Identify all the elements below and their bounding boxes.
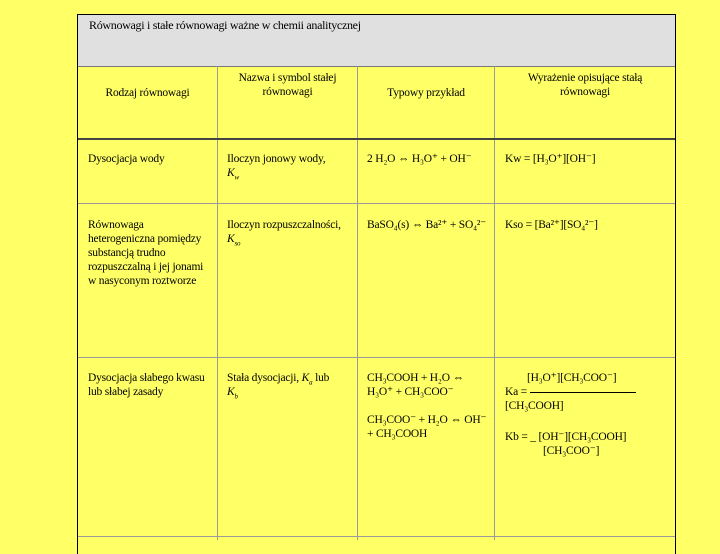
row3-example-base: CH₃COO⁻ + H₂O ⇔ OH⁻ + CH₃COOH xyxy=(367,414,487,440)
row2-name: Iloczyn rozpuszczalności, $K_{so}$ xyxy=(227,219,341,248)
row2-expression: Kso = [Ba²⁺][SO₄²⁻] xyxy=(505,219,598,231)
col-header-rodzaj: Rodzaj równowagi xyxy=(105,87,190,99)
row3-expression-ka: [H₃O⁺][CH₃COO⁻] Ka = [CH₃COOH] xyxy=(505,371,671,413)
row-divider-2 xyxy=(78,357,675,358)
table-title: Równowagi i stałe równowagi ważne w chemii analitycznej xyxy=(89,18,361,32)
col-header-nazwa: Nazwa i symbol stałej równowagi xyxy=(238,72,337,98)
fraction-bar-ka xyxy=(530,392,636,393)
row-divider-3 xyxy=(78,536,675,537)
row2-type: Równowaga heterogeniczna pomiędzy substancją trudno rozpuszczalną i jej jonami w nasyconym roztworze xyxy=(88,219,204,287)
row3-name: Stała dysocjacji, $K_a$ lub $K_b$ xyxy=(227,372,330,401)
row-divider-1 xyxy=(78,203,675,204)
row1-example: 2 H₂O ⇔ H₃O⁺ + OH⁻ xyxy=(367,153,472,165)
row1-expression: Kw = [H₃O⁺][OH⁻] xyxy=(505,153,596,165)
row2-example: BaSO₄(s) ⇔ Ba²⁺ + SO₄²⁻ xyxy=(367,219,487,231)
row3-type: Dysocjacja słabego kwasu lub słabej zasady xyxy=(88,372,205,398)
row3-example-acid: CH₃COOH + H₂O ⇔ H₃O⁺ + CH₃COO⁻ xyxy=(367,372,464,398)
header-row-divider xyxy=(78,138,675,140)
col-header-przyklad: Typowy przykład xyxy=(387,87,465,99)
row3-expression-kb: Kb = _ [OH⁻][CH₃COOH] [CH₃COO⁻] xyxy=(505,431,627,457)
row1-type: Dysocjacja wody xyxy=(88,153,165,165)
col-header-wyrazenie: Wyrażenie opisujące stałą równowagi xyxy=(527,72,643,98)
row1-name: Iloczyn jonowy wody, $K_w$ xyxy=(227,153,326,182)
table-header-bar xyxy=(78,15,675,67)
